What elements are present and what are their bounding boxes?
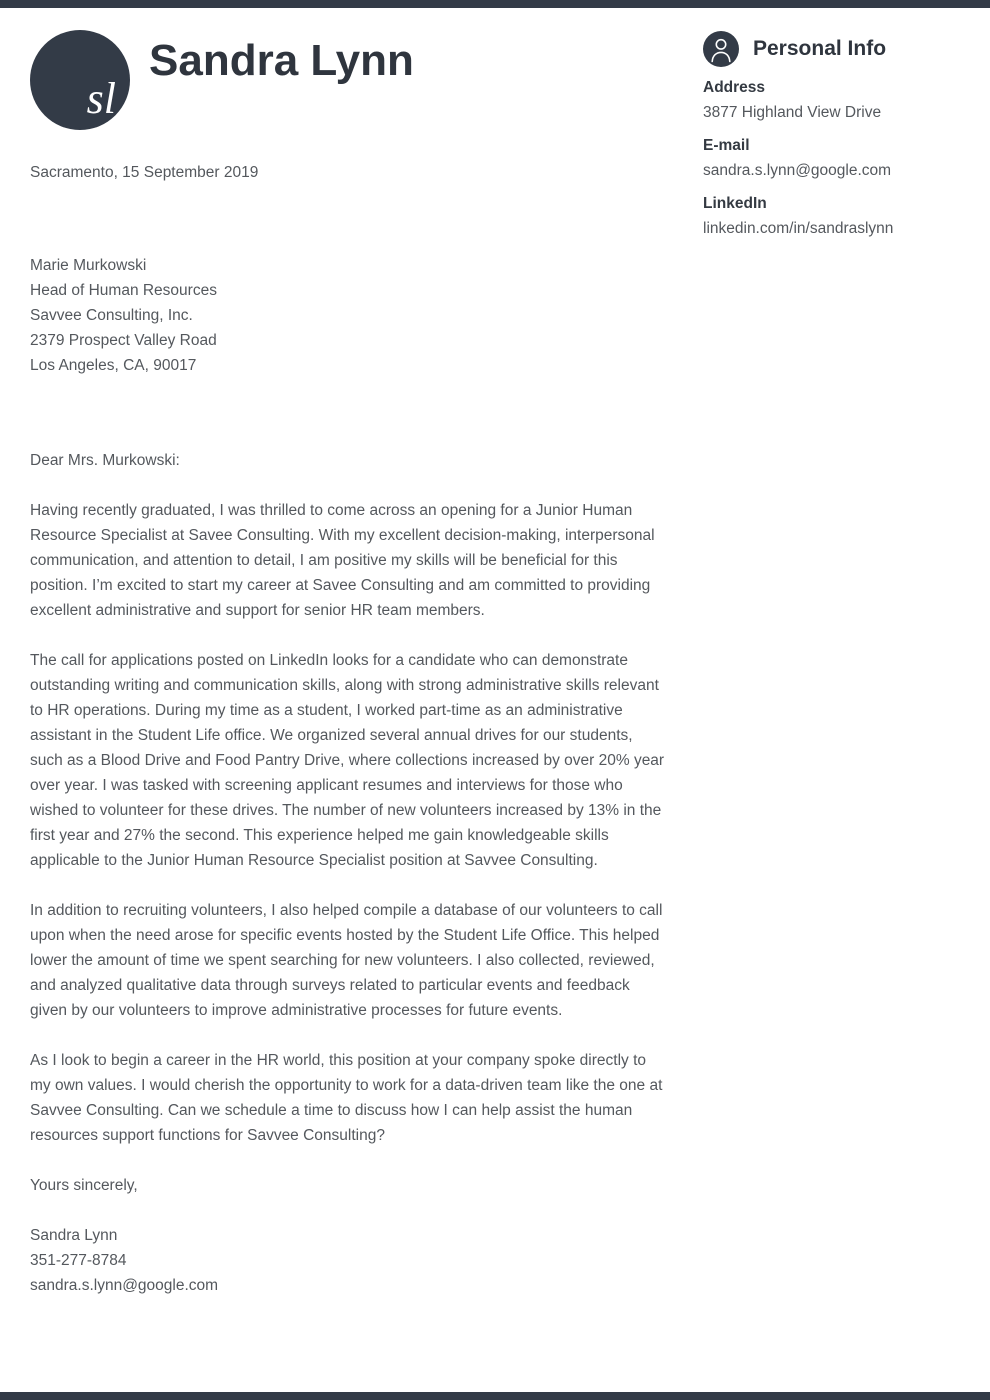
personal-info-panel [703,31,988,241]
signature-name: Sandra Lynn [30,1227,118,1244]
page-title: Sandra Lynn [149,36,414,85]
paragraph-4: As I look to begin a career in the HR world, this position at your company spoke directly to my own values. I would cherish the opportunity to work for a data-driven team like the one at Savvee Consulting. Can we schedule a time to discuss how I can help assist the human resources support functions for Savvee Consulting? [30,1052,663,1144]
email-value: sandra.s.lynn@google.com [703,162,892,179]
info-label: LinkedIn [703,195,767,212]
top-accent-bar [0,0,990,8]
personal-info-title: Personal Info [753,37,887,60]
avatar [30,30,130,130]
recipient-block [30,253,666,378]
address-value: 3877 Highland View Drive [703,104,882,121]
personal-info-header [703,31,988,67]
closing-line: Yours sincerely, [30,1177,138,1194]
info-group-address [703,76,988,125]
paragraph-1: Having recently graduated, I was thrilled to come across an opening for a Junior Human Resource Specialist at Savee Consulting. With my excellent decision-making, interpersonal communication, and attention to detail, I am positive my skills will be beneficial for this position. I’m excited to start my career at Savee Consulting and am committed to providing excellent administrative and support for senior HR team members. [30,502,655,619]
paragraph-3: In addition to recruiting volunteers, I also helped compile a database of our volunteers to call upon when the need arose for specific events hosted by the Student Life Office. This helped lower the amount of time we spent searching for new volunteers. I also collected, reviewed, and analyzed qualitative data through surveys related to particular events and feedback given by our volunteers to improve administrative processes for future events. [30,902,663,1019]
linkedin-value: linkedin.com/in/sandraslynn [703,220,894,237]
info-group-linkedin [703,192,988,241]
recipient-street: 2379 Prospect Valley Road [30,332,217,349]
recipient-company: Savvee Consulting, Inc. [30,307,193,324]
letter-body [30,160,666,1298]
person-icon [703,31,739,67]
recipient-name: Marie Murkowski [30,257,147,274]
signature-phone: 351-277-8784 [30,1252,127,1269]
info-label: Address [703,79,766,96]
avatar-initials: sl [86,74,116,123]
info-label: E-mail [703,137,750,154]
bottom-accent-bar [0,1392,990,1400]
recipient-city: Los Angeles, CA, 90017 [30,357,197,374]
signature-block [30,1223,666,1298]
signature-email: sandra.s.lynn@google.com [30,1277,219,1294]
salutation: Dear Mrs. Murkowski: [30,452,180,469]
paragraph-2: The call for applications posted on LinkedIn looks for a candidate who can demonstrate outstanding writing and communication skills, along with strong administrative skills relevant to HR operations. During my time as a student, I worked part-time as an administrative assistant in the Student Life office. We organized several annual drives for our students, such as a Blood Drive and Food Pantry Drive, where collections increased by over 20% year over year. I was tasked with screening applicant resumes and interviews for those who wished to volunteer for these drives. The number of new volunteers increased by 13% in the first year and 27% the second. This experience helped me gain knowledgeable skills applicable to the Junior Human Resource Specialist position at Savvee Consulting. [30,652,665,869]
date-line: Sacramento, 15 September 2019 [30,164,259,181]
recipient-title: Head of Human Resources [30,282,217,299]
info-group-email [703,134,988,183]
